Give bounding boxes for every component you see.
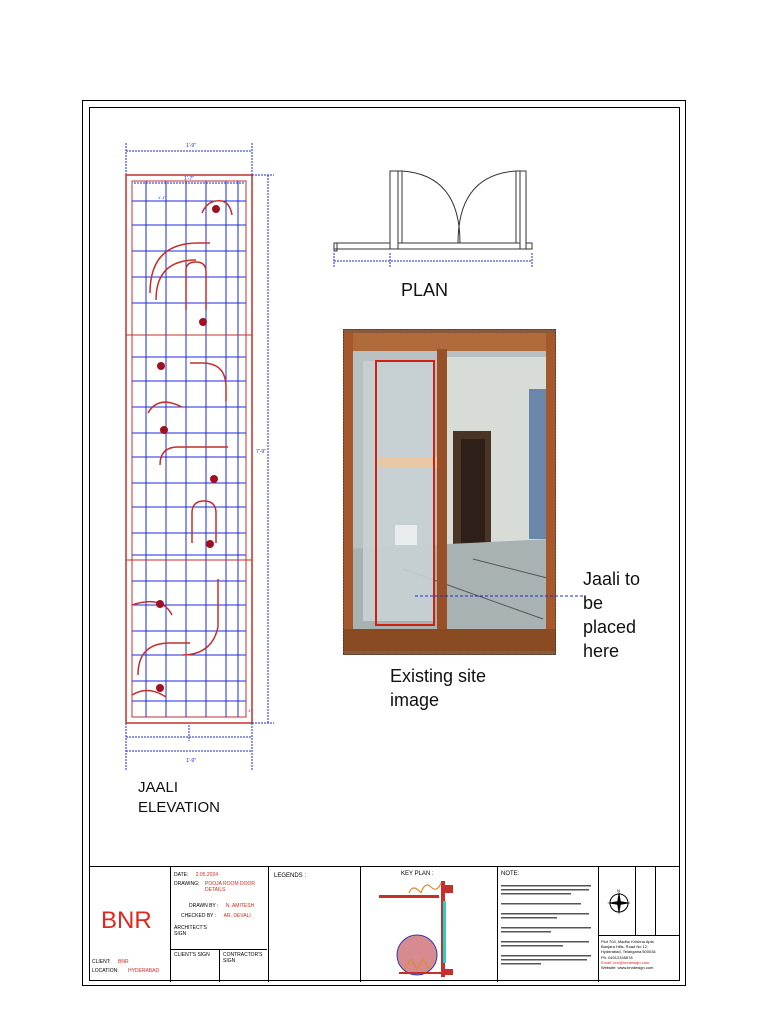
contractors-sign-label: CONTRACTOR'S SIGN xyxy=(223,952,263,964)
date-label: DATE: xyxy=(174,872,189,878)
address-line-4: Ph: 04012345678 xyxy=(601,954,633,960)
callout-line-1: Jaali to xyxy=(583,569,641,589)
address-line-5: Email: bnr@bnrdesign.com xyxy=(601,959,650,965)
svg-text:N: N xyxy=(617,889,620,893)
address-line-6: Website: www.bnrdesign.com xyxy=(601,965,654,971)
checked-by-label: CHECKED BY : xyxy=(181,913,217,919)
height-dim-label: 7'-9" xyxy=(256,449,266,455)
client-row xyxy=(92,959,129,965)
compass-divider-1 xyxy=(635,867,636,935)
top-dim-label: 1'-9" xyxy=(186,143,196,149)
north-compass-icon xyxy=(607,889,631,917)
note-label: NOTE: xyxy=(501,871,520,877)
location-label: LOCATION: xyxy=(92,968,119,974)
jaali-elevation-drawing xyxy=(110,135,285,780)
location-value: HYDERABAD xyxy=(127,968,160,974)
date-row xyxy=(174,872,218,878)
callout-line-2: be xyxy=(583,593,604,613)
title-block-key-plan-cell xyxy=(361,867,498,982)
architects-sign-label: ARCHITECT'S SIGN xyxy=(174,925,207,937)
callout-text xyxy=(583,567,640,663)
title-block-firm-cell xyxy=(89,867,171,982)
compass-divider-2 xyxy=(655,867,656,935)
firm-logo-text: BNR xyxy=(101,907,152,934)
location-row xyxy=(92,968,159,974)
checked-by-value: AR. DEVALI xyxy=(223,913,251,919)
clients-sign-label: CLIENT'S SIGN xyxy=(174,952,210,958)
elevation-label-line-2: ELEVATION xyxy=(138,799,220,816)
key-plan-label: KEY PLAN : xyxy=(401,871,434,877)
address-line-3: Hyderabad, Telangana 500034 xyxy=(601,949,656,955)
drawing-value: POOJA ROOM DOOR DETAILS xyxy=(205,881,256,893)
callout-line-4: here xyxy=(583,641,620,661)
drawn-by-value: N. AMITESH xyxy=(225,903,255,909)
note-text-lines xyxy=(501,883,595,978)
title-block-info-cell xyxy=(171,867,269,982)
sign-divider xyxy=(219,949,220,982)
door-plan-drawing xyxy=(328,165,538,270)
site-photo-image xyxy=(343,329,556,655)
dim-small-a-label: 1'-1" xyxy=(158,195,166,200)
photo-caption-line-2: image xyxy=(390,690,440,710)
dim-small-b-label: 1" xyxy=(248,708,252,713)
title-block-note-cell xyxy=(498,867,599,982)
callout-leader-line xyxy=(415,590,585,602)
photo-caption xyxy=(390,664,486,712)
legends-label: LEGENDS : xyxy=(274,873,307,879)
plan-label: PLAN xyxy=(401,280,449,300)
elevation-label xyxy=(138,778,220,818)
drawn-by-row xyxy=(189,903,254,909)
key-plan-drawing xyxy=(379,877,489,981)
drawn-by-label: DRAWN BY : xyxy=(189,903,219,909)
address-block xyxy=(601,939,656,970)
title-block xyxy=(89,866,680,981)
address-line-1: Plot 704, Madhu Krishna Apts xyxy=(601,939,654,944)
title-block-legends-cell xyxy=(269,867,361,982)
address-line-2: Banjara Hills, Road No 12, xyxy=(601,944,649,950)
address-divider xyxy=(599,935,680,936)
elevation-label-line-1: JAALI xyxy=(138,779,179,796)
checked-by-row xyxy=(181,913,251,919)
photo-caption-line-1: Existing site xyxy=(390,666,487,686)
client-value: BNR xyxy=(118,959,129,965)
callout-line-3: placed xyxy=(583,617,637,637)
bottom-dim-label: 1'-9" xyxy=(186,758,196,764)
title-block-address-cell xyxy=(599,867,680,982)
client-label: CLIENT: xyxy=(92,959,111,965)
inner-dim-label: 1'-7" xyxy=(184,176,194,182)
drawing-label: DRAWING: xyxy=(174,881,200,887)
date-value: 2.05.2024 xyxy=(195,872,218,878)
